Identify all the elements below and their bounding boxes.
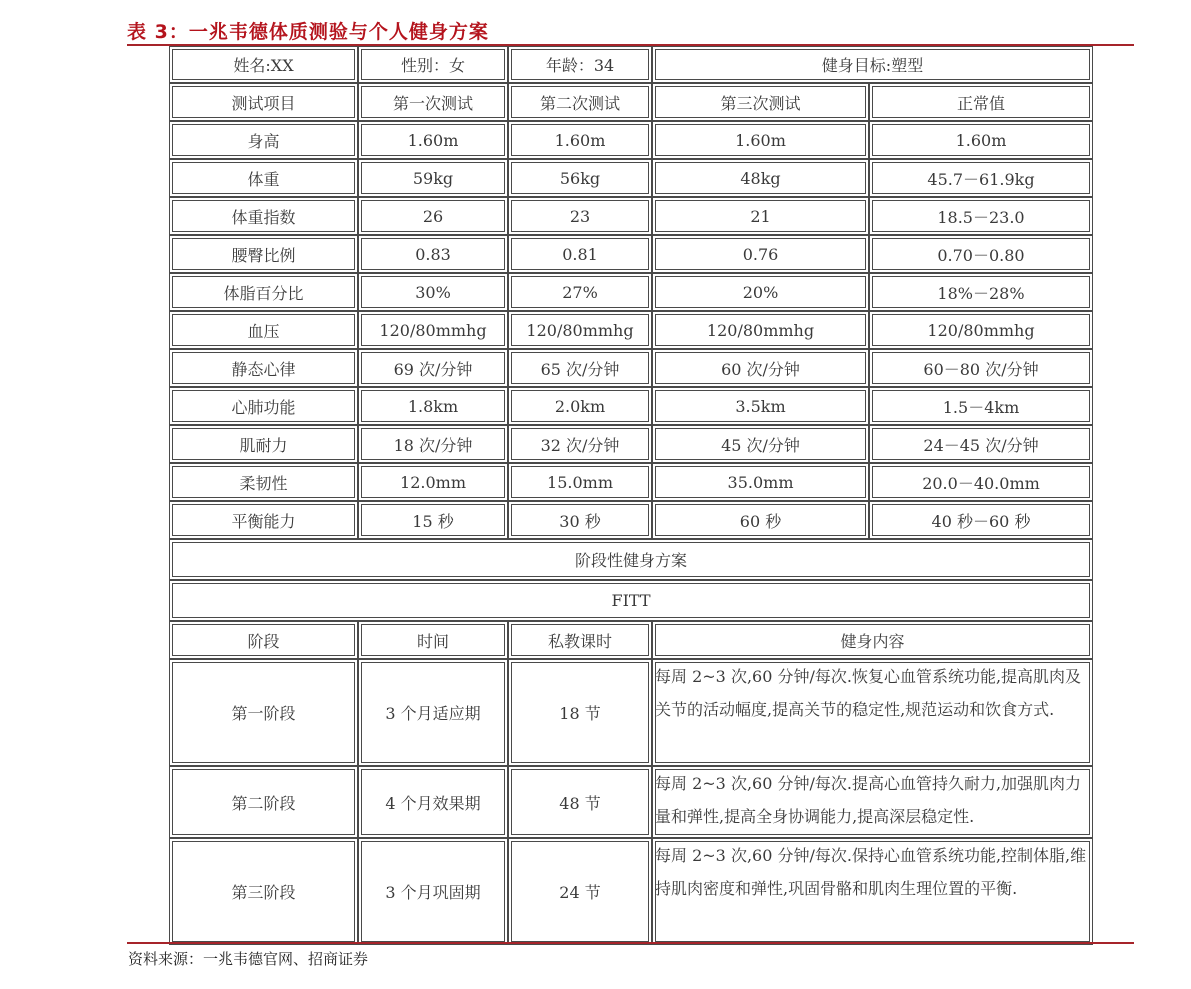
test-item: 柔韧性 [169, 463, 358, 501]
header-cell: 正常值 [869, 83, 1093, 121]
normal-value: 20.0－40.0mm [869, 463, 1093, 501]
plan-row [169, 838, 1093, 945]
test-item: 血压 [169, 311, 358, 349]
test-value: 0.83 [358, 235, 508, 273]
test-item: 体重 [169, 159, 358, 197]
source-note: 资料来源：一兆韦德官网、招商证券 [128, 950, 369, 968]
test-value: 1.8km [358, 387, 508, 425]
table-row [169, 121, 1093, 159]
test-value: 30 秒 [508, 501, 652, 539]
table-row [169, 197, 1093, 235]
test-value: 15 秒 [358, 501, 508, 539]
plan-header-row [169, 621, 1093, 659]
test-item: 体重指数 [169, 197, 358, 235]
test-value: 1.60m [508, 121, 652, 159]
normal-value: 18%－28% [869, 273, 1093, 311]
normal-value: 60－80 次/分钟 [869, 349, 1093, 387]
test-item: 心肺功能 [169, 387, 358, 425]
test-value: 48kg [652, 159, 869, 197]
test-value: 120/80mmhg [652, 311, 869, 349]
plan-sessions: 18 节 [508, 659, 652, 766]
test-value: 69 次/分钟 [358, 349, 508, 387]
profile-row [169, 46, 1093, 83]
plan-stage: 第一阶段 [169, 659, 358, 766]
plan-subtitle: FITT [169, 580, 1093, 621]
header-cell: 阶段 [169, 621, 358, 659]
table-row [169, 235, 1093, 273]
header-cell: 测试项目 [169, 83, 358, 121]
test-item: 体脂百分比 [169, 273, 358, 311]
test-value: 60 秒 [652, 501, 869, 539]
table-row [169, 463, 1093, 501]
table-row [169, 349, 1093, 387]
table-row [169, 273, 1093, 311]
test-value: 30% [358, 273, 508, 311]
test-item: 平衡能力 [169, 501, 358, 539]
test-value: 60 次/分钟 [652, 349, 869, 387]
test-value: 23 [508, 197, 652, 235]
test-item: 静态心律 [169, 349, 358, 387]
test-value: 1.60m [358, 121, 508, 159]
plan-period: 3 个月巩固期 [358, 838, 508, 945]
test-value: 1.60m [652, 121, 869, 159]
test-value: 12.0mm [358, 463, 508, 501]
test-item: 肌耐力 [169, 425, 358, 463]
test-value: 65 次/分钟 [508, 349, 652, 387]
test-value: 21 [652, 197, 869, 235]
plan-title-row [169, 539, 1093, 580]
normal-value: 120/80mmhg [869, 311, 1093, 349]
test-value: 27% [508, 273, 652, 311]
header-cell: 第三次测试 [652, 83, 869, 121]
test-value: 32 次/分钟 [508, 425, 652, 463]
normal-value: 24－45 次/分钟 [869, 425, 1093, 463]
table-row [169, 159, 1093, 197]
test-item: 腰臀比例 [169, 235, 358, 273]
test-value: 3.5km [652, 387, 869, 425]
header-cell: 私教课时 [508, 621, 652, 659]
test-item: 身高 [169, 121, 358, 159]
plan-period: 3 个月适应期 [358, 659, 508, 766]
profile-goal: 健身目标:塑型 [652, 46, 1093, 83]
plan-stage: 第二阶段 [169, 766, 358, 838]
test-value: 18 次/分钟 [358, 425, 508, 463]
header-cell: 健身内容 [652, 621, 1093, 659]
table-row [169, 387, 1093, 425]
plan-content: 每周 2~3 次,60 分钟/每次.恢复心血管系统功能,提高肌肉及关节的活动幅度,提高关节的稳定性,规范运动和饮食方式. [652, 659, 1093, 766]
plan-period: 4 个月效果期 [358, 766, 508, 838]
normal-value: 1.5－4km [869, 387, 1093, 425]
test-value: 120/80mmhg [508, 311, 652, 349]
test-value: 56kg [508, 159, 652, 197]
header-cell: 时间 [358, 621, 508, 659]
plan-row [169, 659, 1093, 766]
test-value: 0.81 [508, 235, 652, 273]
plan-subtitle-row [169, 580, 1093, 621]
table-row [169, 501, 1093, 539]
test-value: 59kg [358, 159, 508, 197]
test-value: 120/80mmhg [358, 311, 508, 349]
normal-value: 0.70－0.80 [869, 235, 1093, 273]
test-value: 15.0mm [508, 463, 652, 501]
profile-name: 姓名:XX [169, 46, 358, 83]
profile-age: 年龄：34 [508, 46, 652, 83]
source-rule [127, 942, 1134, 944]
table-row [169, 311, 1093, 349]
header-cell: 第二次测试 [508, 83, 652, 121]
table-title: 表 3：一兆韦德体质测验与个人健身方案 [127, 21, 489, 43]
normal-value: 1.60m [869, 121, 1093, 159]
plan-content: 每周 2~3 次,60 分钟/每次.保持心血管系统功能,控制体脂,维持肌肉密度和弹性,巩固骨骼和肌肉生理位置的平衡. [652, 838, 1093, 945]
test-value: 45 次/分钟 [652, 425, 869, 463]
test-header-row [169, 83, 1093, 121]
fitness-table [169, 46, 1093, 945]
plan-content: 每周 2~3 次,60 分钟/每次.提高心血管持久耐力,加强肌肉力量和弹性,提高全身协调能力,提高深层稳定性. [652, 766, 1093, 838]
profile-gender: 性别：女 [358, 46, 508, 83]
plan-sessions: 48 节 [508, 766, 652, 838]
normal-value: 40 秒－60 秒 [869, 501, 1093, 539]
plan-stage: 第三阶段 [169, 838, 358, 945]
table-row [169, 425, 1093, 463]
normal-value: 45.7－61.9kg [869, 159, 1093, 197]
test-value: 26 [358, 197, 508, 235]
test-value: 2.0km [508, 387, 652, 425]
header-cell: 第一次测试 [358, 83, 508, 121]
normal-value: 18.5－23.0 [869, 197, 1093, 235]
test-value: 0.76 [652, 235, 869, 273]
test-value: 20% [652, 273, 869, 311]
plan-title: 阶段性健身方案 [169, 539, 1093, 580]
plan-row [169, 766, 1093, 838]
plan-sessions: 24 节 [508, 838, 652, 945]
test-value: 35.0mm [652, 463, 869, 501]
